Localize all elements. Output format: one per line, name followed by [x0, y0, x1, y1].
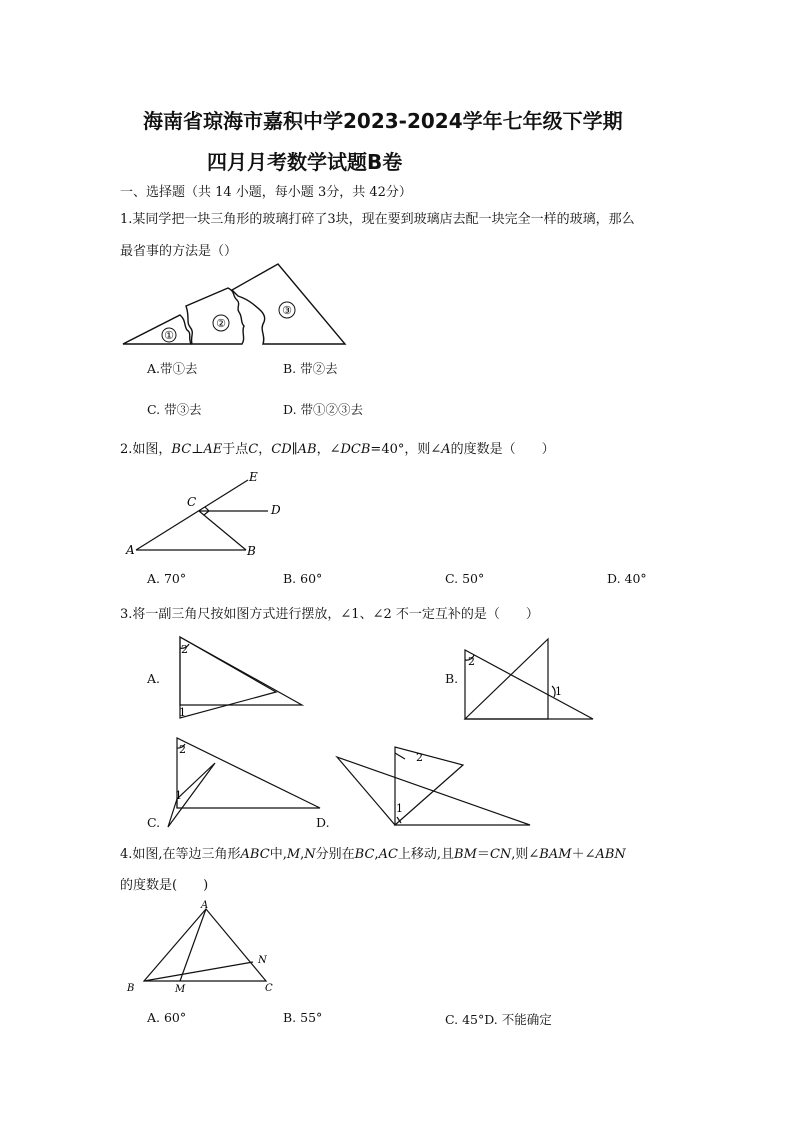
q3-b-angle-2: 2 [468, 655, 475, 668]
q2-point-c: C [187, 495, 197, 509]
q3-option-d[interactable]: D. [316, 815, 330, 830]
q2-option-b[interactable]: B. 60° [283, 571, 323, 586]
q2-point-b: B [247, 544, 256, 558]
q2-point-a: A [126, 543, 135, 557]
q1-piece-label-3: ③ [282, 304, 292, 317]
q3-option-c[interactable]: C. [147, 815, 161, 830]
q1-text-line2: 最省事的方法是（） [120, 244, 238, 259]
q3-option-a[interactable]: A. [147, 671, 161, 686]
q3-d-angle-1: 1 [396, 802, 403, 815]
page-title-line1: 海南省琼海市嘉积中学2023-2024学年七年级下学期 [143, 109, 623, 133]
q3-figure-b [462, 636, 602, 721]
page-title-line2: 四月月考数学试题B卷 [207, 150, 403, 174]
q3-figure-d [335, 745, 535, 830]
q2-option-d[interactable]: D. 40° [607, 571, 647, 586]
q4-option-b[interactable]: B. 55° [283, 1010, 323, 1025]
q1-option-b[interactable]: B. 带②去 [283, 361, 338, 376]
q1-broken-glass-figure [120, 260, 350, 350]
q2-point-e: E [249, 470, 258, 484]
q1-piece-label-2: ② [216, 317, 226, 330]
q3-figure-c [165, 735, 325, 830]
q4-text-line1: 4.如图,在等边三角形ABC中,M,N分别在BC,AC上移动,且BM＝CN,则∠BAM＋∠ABN [120, 847, 626, 862]
section-header: 一、选择题（共 14 小题，每小题 3分，共 42分） [120, 185, 412, 200]
q1-text-line1: 1.某同学把一块三角形的玻璃打碎了3块，现在要到玻璃店去配一块完全一样的玻璃，那么 [120, 212, 635, 227]
q3-a-angle-1: 1 [179, 706, 186, 719]
q4-point-n: N [258, 955, 267, 966]
q2-point-d: D [271, 503, 281, 517]
q4-option-cd[interactable]: C. 45°D. 不能确定 [445, 1012, 552, 1027]
q1-option-c[interactable]: C. 带③去 [147, 402, 202, 417]
q3-b-angle-1: 1 [555, 685, 562, 698]
q4-option-a[interactable]: A. 60° [147, 1010, 187, 1025]
q4-point-m: M [175, 984, 186, 995]
q2-text: 2.如图，BC⊥AE于点C，CD∥AB，∠DCB=40°，则∠A的度数是（ ） [120, 442, 555, 457]
q1-option-d[interactable]: D. 带①②③去 [283, 402, 364, 417]
q3-d-angle-2: 2 [416, 751, 423, 764]
q2-option-c[interactable]: C. 50° [445, 571, 485, 586]
q4-figure [120, 897, 280, 997]
q3-c-angle-1: 1 [175, 789, 182, 802]
q3-c-angle-2: 2 [179, 743, 186, 756]
q4-point-a: A [201, 900, 209, 911]
q4-point-c: C [265, 983, 273, 994]
q1-piece-label-1: ① [164, 329, 174, 342]
q4-point-b: B [127, 983, 135, 994]
q3-option-b[interactable]: B. [445, 671, 459, 686]
q2-option-a[interactable]: A. 70° [147, 571, 187, 586]
q3-figure-a [166, 632, 306, 722]
q3-a-angle-2: 2 [181, 643, 188, 656]
q3-text: 3.将一副三角尺按如图方式进行摆放，∠1、∠2 不一定互补的是（ ） [120, 607, 539, 622]
q1-option-a[interactable]: A.带①去 [147, 361, 198, 376]
q4-text-line2: 的度数是( ) [120, 878, 209, 893]
q2-figure [120, 466, 290, 561]
